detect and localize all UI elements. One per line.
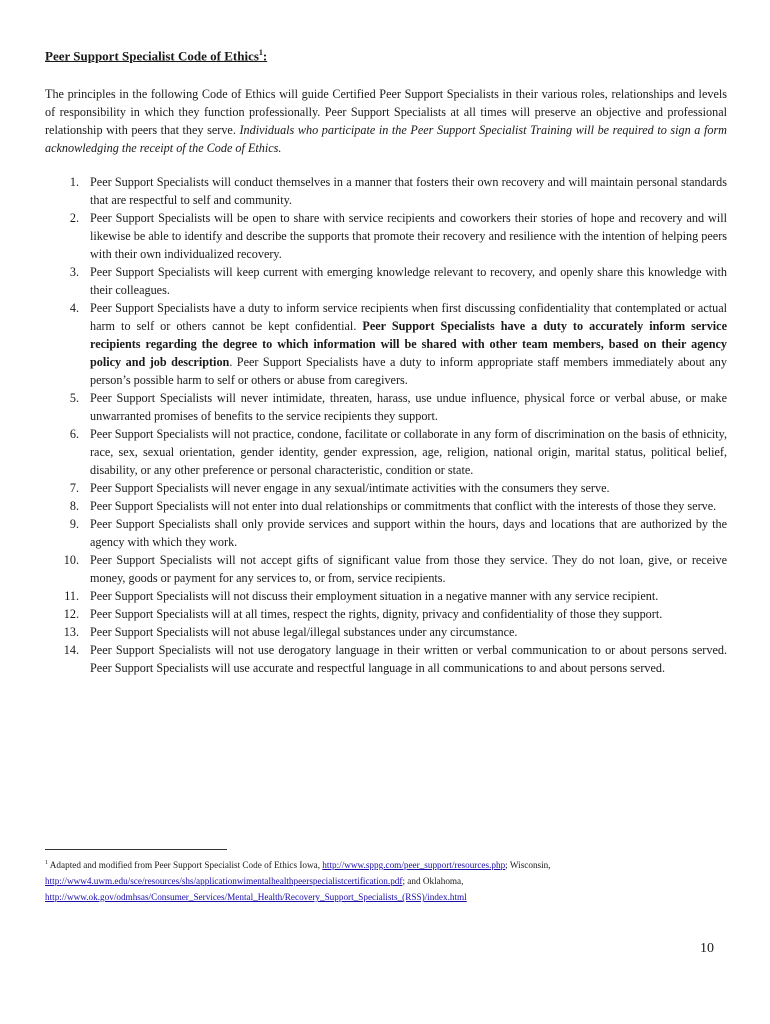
list-item-bold-text: Peer Support Specialists have a duty to accurately inform service recipients regarding the degree to which information will be shared with other team members, based on their agency policy and job description xyxy=(90,319,727,370)
list-item-number: 5. xyxy=(69,391,79,406)
list-item-text: Peer Support Specialists have a duty to inform service recipients when first discussing confidentiality that contemplated or actual harm to self or others cannot be kept confidential. xyxy=(90,301,727,334)
list-item xyxy=(45,479,727,497)
title-suffix: : xyxy=(262,48,268,64)
page-number: 10 xyxy=(700,941,714,956)
list-item-number: 7. xyxy=(69,481,79,496)
list-item-number: 2. xyxy=(69,211,79,226)
footnote-marker: 1 xyxy=(45,860,48,866)
list-item xyxy=(45,209,727,263)
footnote-link-iowa[interactable]: http://www.sppg.com/peer_support/resources.php xyxy=(322,860,506,871)
list-item-number: 1. xyxy=(69,175,79,190)
list-item-number: 8. xyxy=(69,499,79,514)
list-item xyxy=(45,263,727,299)
list-item-number: 6. xyxy=(69,427,79,442)
list-item-text: Peer Support Specialists will not use derogatory language in their written or verbal communication to or about persons served. Peer Support Specialists will use accurate and respectful language in all communications to and about persons served. xyxy=(90,643,727,676)
title-text: Peer Support Specialist Code of Ethics xyxy=(45,48,259,64)
list-item xyxy=(45,299,727,389)
list-item-text: Peer Support Specialists shall only provide services and support within the hours, days and locations that are authorized by the agency with which they work. xyxy=(90,517,727,550)
list-item-number: 13. xyxy=(63,625,79,640)
list-item-text: Peer Support Specialists will not discuss their employment situation in a negative manner with any service recipient. xyxy=(90,589,659,604)
list-item-number: 9. xyxy=(69,517,79,532)
list-item-number: 14. xyxy=(63,643,79,658)
footnote-link-wisconsin[interactable]: http://www4.uwm.edu/sce/resources/shs/applicationwimentalhealthpeerspecialistcertification.pdf xyxy=(45,876,403,887)
footnote-divider xyxy=(45,849,227,850)
list-item xyxy=(45,173,727,209)
list-item-text: Peer Support Specialists will never intimidate, threaten, harass, use undue influence, physical force or verbal abuse, or make unwarranted promises of benefits to the service recipients they support. xyxy=(90,391,727,424)
list-item xyxy=(45,605,727,623)
footnote-text: ; Wisconsin, xyxy=(505,860,551,871)
page-title xyxy=(45,44,727,65)
title-footnote-marker: 1 xyxy=(258,48,263,57)
list-item-text: Peer Support Specialists will at all times, respect the rights, dignity, privacy and confidentiality of those they support. xyxy=(90,607,663,622)
list-item xyxy=(45,587,727,605)
list-item xyxy=(45,641,727,677)
list-item-text: Peer Support Specialists will not enter into dual relationships or commitments that conflict with the interests of those they serve. xyxy=(90,499,717,514)
list-item-text: Peer Support Specialists will keep current with emerging knowledge relevant to recovery, and openly share this knowledge with their colleagues. xyxy=(90,265,727,298)
footnote-link-oklahoma[interactable]: http://www.ok.gov/odmhsas/Consumer_Services/Mental_Health/Recovery_Support_Specialists_(RSS)/index.html xyxy=(45,892,467,903)
list-item xyxy=(45,389,727,425)
page-content xyxy=(45,44,727,677)
intro-text: The principles in the following Code of Ethics will guide Certified Peer Support Specialists in their various roles, relationships and levels of responsibility in which they function professionally. Peer Support Specialists at all times will preserve an objective and professional relationship with peers that they serve. xyxy=(45,87,727,138)
ethics-list xyxy=(45,173,727,677)
list-item-number: 4. xyxy=(69,301,79,316)
list-item xyxy=(45,515,727,551)
footnote-text: ; and Oklahoma, xyxy=(402,876,464,887)
list-item-number: 10. xyxy=(63,553,79,568)
list-item-number: 3. xyxy=(69,265,79,280)
list-item-text: Peer Support Specialists will never engage in any sexual/intimate activities with the consumers they serve. xyxy=(90,481,610,496)
list-item-number: 11. xyxy=(64,589,79,604)
footnote xyxy=(45,855,727,905)
list-item-text: Peer Support Specialists will not practice, condone, facilitate or collaborate in any form of discrimination on the basis of ethnicity, race, sex, sexual orientation, gender identity, gender expression, age, religion, national origin, marital status, political belief, disability, or any other preference or personal characteristic, condition or state. xyxy=(90,427,727,478)
list-item-text: Peer Support Specialists will not accept gifts of significant value from those they service. They do not loan, give, or receive money, goods or payment for any services to, or from, service recipients. xyxy=(90,553,727,586)
list-item-text: . Peer Support Specialists have a duty to inform appropriate staff members immediately about any person’s possible harm to self or others or abuse from caregivers. xyxy=(90,355,727,388)
list-item xyxy=(45,497,727,515)
list-item-text: Peer Support Specialists will conduct themselves in a manner that fosters their own recovery and will maintain personal standards that are respectful to self and community. xyxy=(90,175,727,208)
list-item xyxy=(45,425,727,479)
list-item-text: Peer Support Specialists will be open to share with service recipients and coworkers their stories of hope and recovery and will likewise be able to identify and describe the supports that promote their recovery and resilience with the intention of helping peers with their own individualized recovery. xyxy=(90,211,727,262)
intro-italic-text: Individuals who participate in the Peer Support Specialist Training will be required to sign a form acknowledging the receipt of the Code of Ethics. xyxy=(45,123,727,156)
list-item-number: 12. xyxy=(63,607,79,622)
footnote-text: Adapted and modified from Peer Support Specialist Code of Ethics Iowa, xyxy=(48,860,323,871)
list-item-text: Peer Support Specialists will not abuse legal/illegal substances under any circumstance. xyxy=(90,625,518,640)
list-item xyxy=(45,551,727,587)
list-item xyxy=(45,623,727,641)
intro-paragraph xyxy=(45,85,727,157)
